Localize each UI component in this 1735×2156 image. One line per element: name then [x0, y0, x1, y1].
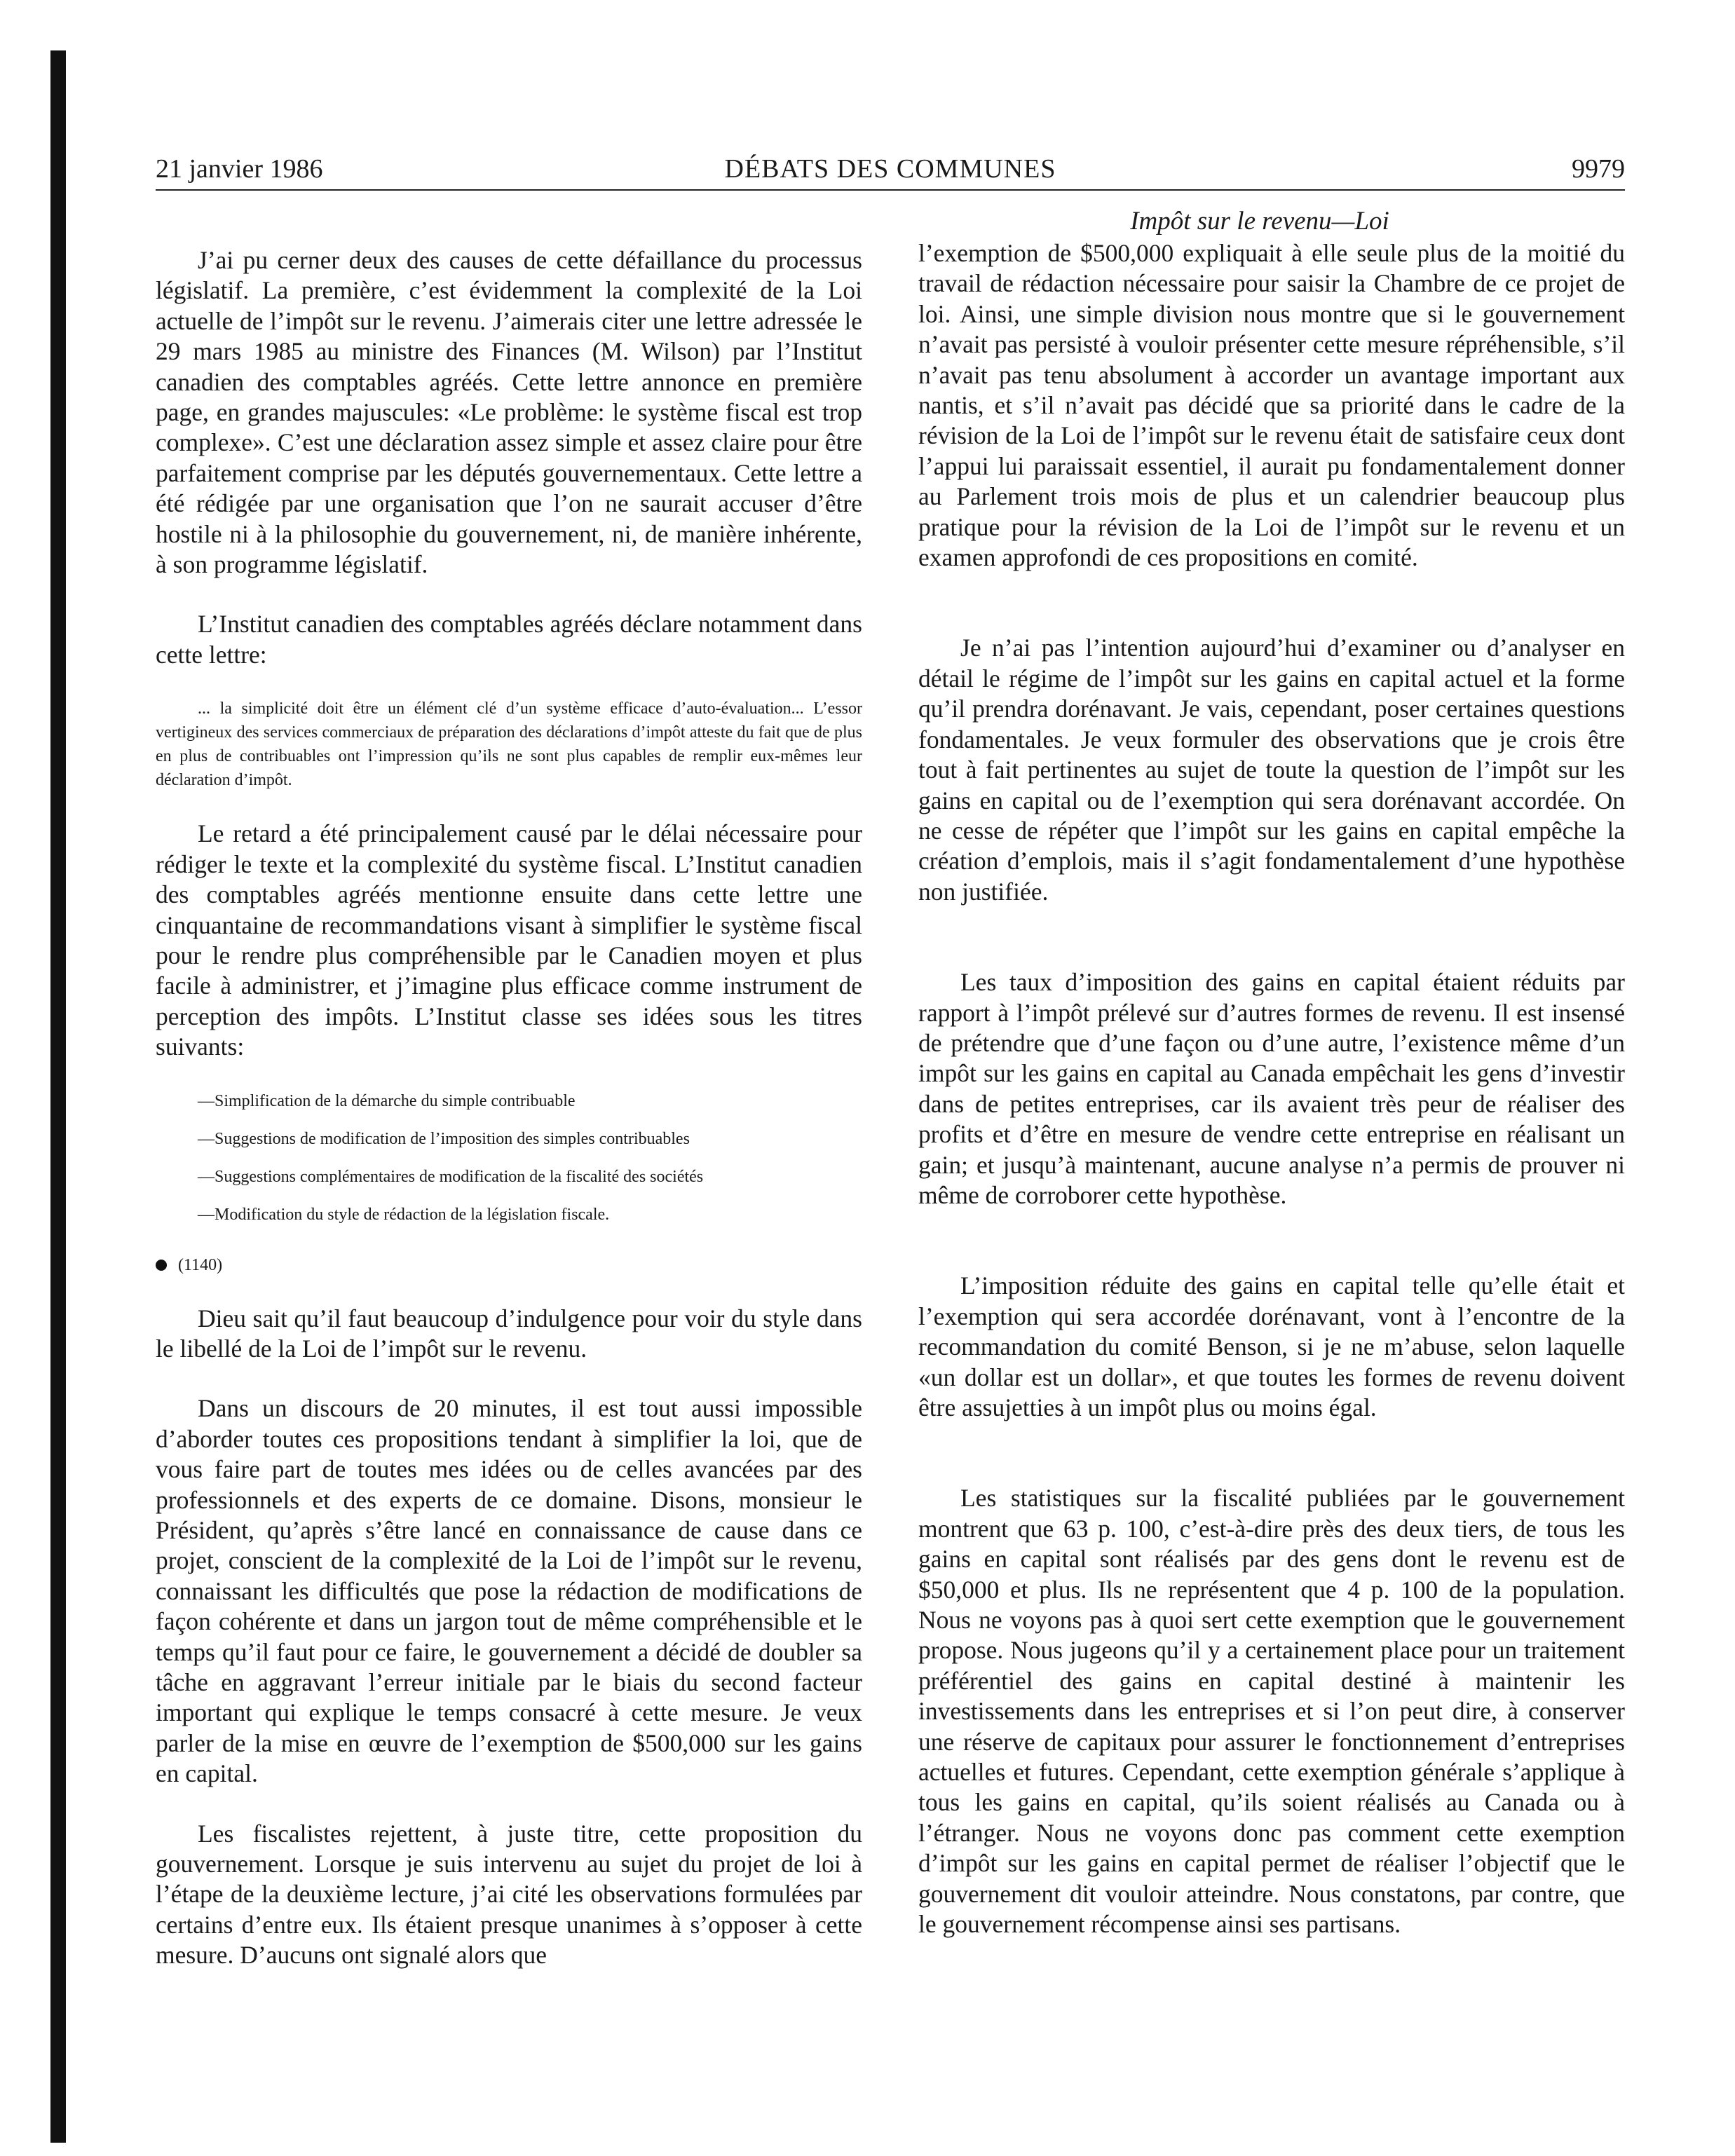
paragraph: l’exemption de $500,000 expliquait à elle seule plus de la moitié du travail de rédaction nécessaire pour saisir la Chambre de ce projet de loi. Ainsi, une simple division nous montre que si le gouvernement n’avait pas persisté à vouloir présenter cette mesure répréhensible, s’il n’avait pas tenu absolument à accorder un avantage important aux nantis, et s’il n’avait pas décidé que sa priorité dans le cadre de la révision de la Loi de l’impôt sur le revenu était de satisfaire ceux dont l’appui lui paraissait essentiel, il aurait pu fondamentalement donner au Parlement trois mois de plus et un calendrier beaucoup plus pratique pour la révision de la Loi de l’impôt sur le revenu et un examen approfondi de ces propositions en comité.: [918, 239, 1625, 572]
page-header: [156, 151, 1625, 186]
list-item: —Suggestions de modification de l’imposition des simples contribuables: [198, 1129, 690, 1148]
right-column: [918, 238, 1625, 1940]
time-marker-label: (1140): [178, 1255, 223, 1274]
page: [156, 133, 1625, 2145]
paragraph: L’imposition réduite des gains en capital telle qu’elle était et l’exemption qui sera accordée dorénavant, vont à l’encontre de la recommandation du comité Benson, si je ne m’abuse, selon laquelle «un dollar est un dollar», et que toutes les formes de revenu doivent être assujetties à un impôt plus ou moins égal.: [918, 1271, 1625, 1421]
left-column: [156, 245, 862, 1971]
paragraph: Dans un discours de 20 minutes, il est tout aussi impossible d’aborder toutes ces propositions tendant à simplifier la loi, que de vous faire part de toutes mes idées ou de celles avancées par des professionnels et des experts de ce domaine. Disons, monsieur le Président, qu’après s’être lancé en connaissance de cause dans ce projet, conscient de la complexité de la Loi de l’impôt sur le revenu, connaissant les difficultés que pose la rédaction de modifications de façon cohérente et dans un jargon tout de même compréhensible et le temps qu’il faut pour ce faire, le gouvernement a décidé de doubler sa tâche en aggravant l’erreur initiale par le biais du second facteur important qui explique le temps consacré à cette mesure. Je veux parler de la mise en œuvre de l’exemption de $500,000 sur les gains en capital.: [156, 1394, 862, 1788]
paragraph: Les fiscalistes rejettent, à juste titre, cette proposition du gouvernement. Lorsque je suis intervenu au sujet du projet de loi à l’étape de la deuxième lecture, j’ai cité les observations formulées par certains d’entre eux. Ils étaient presque unanimes à s’opposer à cette mesure. D’aucuns ont signalé alors que: [156, 1819, 862, 1970]
block-quote: ... la simplicité doit être un élément clé d’un système efficace d’auto-évaluation... L’essor vertigineux des services commerciaux de préparation des déclarations d’impôt atteste du fait que de plus en plus de contribuables ont l’impression qu’ils ne sont plus capables de remplir eux-mêmes leur déclaration d’impôt.: [156, 700, 862, 790]
paragraph: Les statistiques sur la fiscalité publiées par le gouvernement montrent que 63 p. 100, c’est-à-dire près des deux tiers, de tous les gains en capital sont réalisés par des gens dont le revenu est de $50,000 et plus. Ils ne représentent que 4 p. 100 de la population. Nous ne voyons pas à quoi sert cette exemption que le gouvernement propose. Nous jugeons qu’il y a certainement place pour un traitement préférentiel des gains en capital destiné à maintenir les investissements dans les entreprises et si l’on peut dire, à conserver une réserve de capitaux pour assurer le fonctionnement d’entreprises actuelles et futures. Cependant, cette exemption générale s’applique à tous les gains en capital, qu’ils soient réalisés au Canada ou à l’étranger. Nous ne voyons donc pas comment cette exemption d’impôt sur les gains en capital permet de réaliser l’objectif que le gouvernement dit vouloir atteindre. Nous constatons, par contre, que le gouvernement récompense ainsi ses partisans.: [918, 1484, 1625, 1939]
list-item: —Simplification de la démarche du simple contribuable: [198, 1091, 576, 1110]
header-page-number: 9979: [1572, 154, 1625, 184]
paragraph: Les taux d’imposition des gains en capital étaient réduits par rapport à l’impôt prélevé sur d’autres formes de revenu. Il est insensé de prétendre que d’une façon ou d’une autre, l’existence même d’un impôt sur les gains en capital au Canada empêchait les gens d’investir dans de petites entreprises, car ils avaient très peur de réaliser des profits et d’être en mesure de vendre cette entreprise en réalisant un gain; et jusqu’à maintenant, aucune analyse n’a permis de prouver ni même de corroborer cette hypothèse.: [918, 968, 1625, 1209]
running-title: Impôt sur le revenu—Loi: [1130, 207, 1389, 236]
paragraph: J’ai pu cerner deux des causes de cette défaillance du processus législatif. La première, c’est évidemment la complexité de la Loi actuelle de l’impôt sur le revenu. J’aimerais citer une lettre adressée le 29 mars 1985 au ministre des Finances (M. Wilson) par l’Institut canadien des comptables agréés. Cette lettre annonce en première page, en grandes majuscules: «Le problème: le système fiscal est trop complexe». C’est une déclaration assez simple et assez claire pour être parfaitement comprise par les députés gouvernementaux. Cette lettre a été rédigée par une organisation que l’on ne saurait accuser d’être hostile ni à la philosophie du gouvernement, ni, de manière inhérente, à son programme législatif.: [156, 246, 862, 579]
list-item: —Suggestions complémentaires de modification de la fiscalité des sociétés: [198, 1167, 704, 1186]
time-marker: [156, 1253, 862, 1277]
bullet-icon: [156, 1260, 167, 1271]
header-date: 21 janvier 1986: [156, 154, 323, 184]
paragraph: L’Institut canadien des comptables agréés déclare notamment dans cette lettre:: [156, 610, 862, 669]
paragraph: Je n’ai pas l’intention aujourd’hui d’examiner ou d’analyser en détail le régime de l’impôt sur les gains en capital actuel et la forme qu’il prendra dorénavant. Je vais, cependant, poser certaines questions fondamentales. Je veux formuler des observations que je crois être tout à fait pertinentes au sujet de toute la question de l’impôt sur les gains en capital ou de l’exemption qui sera dorénavant accordée. On ne cesse de répéter que l’impôt sur les gains en capital empêche la création d’emplois, mais il s’agit fondamentalement d’une hypothèse non justifiée.: [918, 634, 1625, 906]
header-journal-title: DÉBATS DES COMMUNES: [724, 154, 1056, 184]
paragraph: Le retard a été principalement causé par le délai nécessaire pour rédiger le texte et la complexité du système fiscal. L’Institut canadien des comptables agréés mentionne ensuite dans cette lettre une cinquantaine de recommandations visant à simplifier le système fiscal pour le rendre plus compréhensible par le Canadien moyen et plus facile à administrer, et j’imagine plus efficace comme instrument de perception des impôts. L’Institut classe ses idées sous les titres suivants:: [156, 819, 862, 1061]
header-rule: [156, 189, 1625, 191]
paragraph: Dieu sait qu’il faut beaucoup d’indulgence pour voir du style dans le libellé de la Loi de l’impôt sur le revenu.: [156, 1304, 862, 1363]
scan-edge: [50, 50, 66, 2143]
list-item: —Modification du style de rédaction de la législation fiscale.: [198, 1205, 610, 1224]
